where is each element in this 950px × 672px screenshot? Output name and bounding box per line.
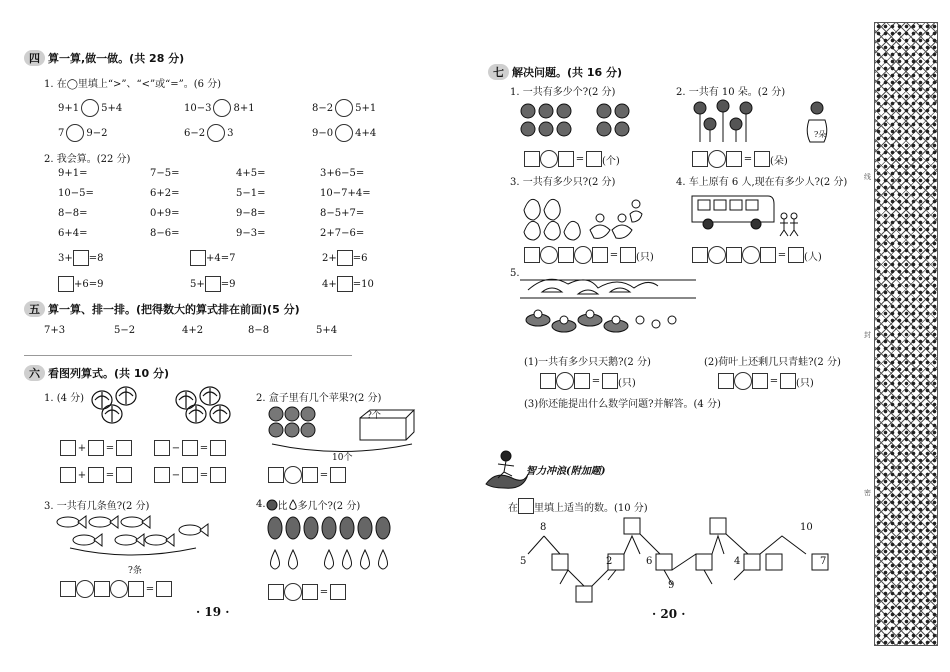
calc-item: 8−8= xyxy=(58,208,88,219)
answer-box[interactable] xyxy=(330,467,346,483)
compare-circle[interactable] xyxy=(207,124,225,142)
operator-circle[interactable] xyxy=(284,583,302,601)
section-4-title xyxy=(24,50,184,66)
eq-row-swans: = (只) xyxy=(540,372,636,390)
calc-item: 9+1= xyxy=(58,168,88,179)
compare-right: 4+4 xyxy=(355,127,377,139)
chain-box[interactable] xyxy=(552,554,568,570)
instr-post: 里填上适当的数。(10 分) xyxy=(534,502,648,514)
calc-item: 10−5= xyxy=(58,188,94,199)
s7-q2-text: 2. 一共有 10 朵。(2 分) xyxy=(676,87,786,98)
answer-box[interactable] xyxy=(268,584,284,600)
operator-circle[interactable] xyxy=(76,580,94,598)
unit-label: (人) xyxy=(804,251,822,263)
binding-pattern-strip xyxy=(874,22,938,646)
section-badge: 七 xyxy=(488,64,509,80)
answer-box[interactable] xyxy=(88,467,104,483)
compare-right: 8+1 xyxy=(233,102,255,114)
q4-compare: 比 xyxy=(277,501,288,512)
unit-label: (只) xyxy=(796,377,814,389)
s7-q5a-text: (1)一共有多少只天鹅?(2 分) xyxy=(524,357,651,368)
answer-box[interactable] xyxy=(592,247,608,263)
answer-box[interactable] xyxy=(620,247,636,263)
watermelon-pear-picture xyxy=(266,516,396,576)
chain-number-4: 4 xyxy=(734,556,741,567)
answer-box[interactable] xyxy=(718,373,734,389)
s7-q1-text: 1. 一共有多少个?(2 分) xyxy=(510,87,616,98)
answer-box[interactable] xyxy=(60,467,76,483)
answer-box[interactable] xyxy=(602,373,618,389)
eq-row-1: + = − = xyxy=(60,440,226,456)
s7-q5b-text: (2)荷叶上还剩几只青蛙?(2 分) xyxy=(704,357,841,368)
answer-box[interactable] xyxy=(574,373,590,389)
compare-right: 3 xyxy=(227,127,234,139)
calc-item: 6+4= xyxy=(58,228,88,239)
answer-box[interactable] xyxy=(302,584,318,600)
sort-item: 8−8 xyxy=(248,325,270,336)
compare-item xyxy=(58,99,122,117)
answer-box[interactable] xyxy=(788,247,804,263)
operator-circle[interactable] xyxy=(284,466,302,484)
compare-item xyxy=(58,124,107,142)
s6-q1-text: 1. (4 分) xyxy=(44,393,85,404)
s7-q3-text: 3. 一共有多少只?(2 分) xyxy=(510,177,616,188)
fill-pre: 3+ xyxy=(58,252,73,264)
chain-number-10: 10 xyxy=(800,522,813,533)
answer-box[interactable] xyxy=(116,440,132,456)
answer-box[interactable] xyxy=(760,247,776,263)
chain-number-5: 5 xyxy=(520,556,527,567)
chain-box[interactable] xyxy=(696,554,712,570)
calc-item: 7−5= xyxy=(150,168,180,179)
eq-row-2: + = − = xyxy=(60,467,226,483)
calc-item: 10−7+4= xyxy=(320,188,371,199)
operator-circle[interactable] xyxy=(110,580,128,598)
answer-box[interactable] xyxy=(726,247,742,263)
answer-box[interactable] xyxy=(692,247,708,263)
section-title-text: 看图列算式。(共 10 分) xyxy=(48,367,170,380)
fill-post: =9 xyxy=(220,278,236,290)
page-number-left: · 19 · xyxy=(196,605,230,619)
calc-item: 3+6−5= xyxy=(320,168,365,179)
q4-number: 4. xyxy=(256,499,266,510)
vase-label: ?朵 xyxy=(814,130,827,139)
section-7-title xyxy=(488,64,622,80)
calc-item: 9−3= xyxy=(236,228,266,239)
compare-left: 8−2 xyxy=(312,102,334,114)
answer-box[interactable] xyxy=(73,250,89,266)
eq-row-melon: = xyxy=(268,583,346,601)
surfer-icon xyxy=(484,448,530,490)
chain-number-9: 9 xyxy=(668,580,675,591)
answer-box[interactable] xyxy=(182,467,198,483)
answer-box[interactable] xyxy=(754,151,770,167)
section-title-text: 算一算,做一做。(共 28 分) xyxy=(48,52,185,65)
sort-item: 5+4 xyxy=(316,325,338,336)
answer-box[interactable] xyxy=(558,247,574,263)
chain-box[interactable] xyxy=(744,554,760,570)
s6-q4-text xyxy=(256,497,360,512)
fill-item xyxy=(58,276,103,292)
answer-box[interactable] xyxy=(726,151,742,167)
eq-row-fish: = xyxy=(60,580,172,598)
answer-box[interactable] xyxy=(752,373,768,389)
fish-total-label: ?条 xyxy=(128,566,142,576)
cabbage-picture xyxy=(88,386,248,428)
compare-item xyxy=(312,124,376,142)
s7-q5-text: 5. xyxy=(510,268,520,279)
swans-frogs-picture xyxy=(518,270,700,342)
calc-item: 0+9= xyxy=(150,208,180,219)
bonus-title: 智力冲浪(附加题) xyxy=(526,466,606,477)
operator-circle[interactable] xyxy=(574,246,592,264)
question-2-text: 2. 我会算。(22 分) xyxy=(44,154,131,165)
fill-pre: 5+ xyxy=(190,278,205,290)
eq-row-flower: = (朵) xyxy=(692,150,788,168)
section-badge: 五 xyxy=(24,301,45,317)
answer-box[interactable] xyxy=(558,151,574,167)
answer-box[interactable] xyxy=(60,581,76,597)
eq-row-birds: = (只) xyxy=(524,246,654,264)
fill-post: +4=7 xyxy=(206,252,236,264)
strip-mark-feng: 封 xyxy=(864,331,871,339)
calc-item: 5−1= xyxy=(236,188,266,199)
answer-box[interactable] xyxy=(58,276,74,292)
answer-box[interactable] xyxy=(210,467,226,483)
compare-item xyxy=(184,99,255,117)
page-number-right: · 20 · xyxy=(652,607,686,621)
box-label: ?个 xyxy=(367,411,381,421)
chain-number-2: 2 xyxy=(606,556,613,567)
compare-item xyxy=(312,99,376,117)
compare-left: 9+1 xyxy=(58,102,80,114)
sample-box xyxy=(518,498,534,514)
answer-box[interactable] xyxy=(116,467,132,483)
answer-box[interactable] xyxy=(154,467,170,483)
compare-circle[interactable] xyxy=(81,99,99,117)
apples-box-picture xyxy=(266,404,416,456)
operator-circle[interactable] xyxy=(540,150,558,168)
answer-box[interactable] xyxy=(302,467,318,483)
calc-item: 8−5+7= xyxy=(320,208,365,219)
section-title-text: 解决问题。(共 16 分) xyxy=(512,66,623,79)
compare-circle[interactable] xyxy=(335,99,353,117)
chain-number-6: 6 xyxy=(646,556,653,567)
fish-picture xyxy=(56,514,216,562)
fill-post: =8 xyxy=(88,252,104,264)
operator-circle[interactable] xyxy=(708,150,726,168)
unit-label: (只) xyxy=(636,251,654,263)
calc-item: 8−6= xyxy=(150,228,180,239)
eq-row-bus: = (人) xyxy=(692,246,822,264)
section-badge: 四 xyxy=(24,50,45,66)
strip-mark-mi: 密 xyxy=(864,489,871,497)
operator-circle[interactable] xyxy=(540,246,558,264)
total-label: 10个 xyxy=(332,453,353,463)
answer-box[interactable] xyxy=(190,250,206,266)
fill-pre: 2+ xyxy=(322,252,337,264)
eq-row-apples: = xyxy=(268,466,346,484)
answer-box[interactable] xyxy=(524,247,540,263)
compare-right: 9−2 xyxy=(86,127,108,139)
section-badge: 六 xyxy=(24,365,45,381)
compare-circle[interactable] xyxy=(66,124,84,142)
chain-number-8: 8 xyxy=(540,522,547,533)
number-chain-diagram xyxy=(512,514,842,608)
compare-left: 7 xyxy=(58,127,65,139)
sort-item: 5−2 xyxy=(114,325,136,336)
fill-post: =10 xyxy=(352,278,374,290)
chain-box[interactable] xyxy=(766,554,782,570)
answer-box[interactable] xyxy=(268,467,284,483)
fill-post: =6 xyxy=(352,252,368,264)
calc-item: 9−8= xyxy=(236,208,266,219)
compare-left: 6−2 xyxy=(184,127,206,139)
watermelon-icon xyxy=(266,499,278,511)
chain-box[interactable] xyxy=(710,518,726,534)
chain-box[interactable] xyxy=(656,554,672,570)
bus-picture xyxy=(690,190,800,240)
divider xyxy=(24,355,352,356)
section-5-title xyxy=(24,301,300,317)
calc-item: 4+5= xyxy=(236,168,266,179)
s7-q4-text: 4. 车上原有 6 人,现在有多少人?(2 分) xyxy=(676,177,848,188)
chain-number-7: 7 xyxy=(820,556,827,567)
instr-pre: 在 xyxy=(508,502,518,514)
answer-box[interactable] xyxy=(205,276,221,292)
question-1-text: 1. 在◯里填上“>”、“<”或“=”。(6 分) xyxy=(44,79,222,90)
fill-post: +6=9 xyxy=(74,278,104,290)
answer-box[interactable] xyxy=(586,151,602,167)
tomatoes-picture xyxy=(520,102,640,142)
chain-box[interactable] xyxy=(576,586,592,602)
answer-box[interactable] xyxy=(330,584,346,600)
answer-box[interactable] xyxy=(524,151,540,167)
section-6-title xyxy=(24,365,169,381)
eq-row-tomato: = (个) xyxy=(524,150,620,168)
section-title-text: 算一算、排一排。(把得数大的算式排在前面)(5 分) xyxy=(48,303,300,316)
s7-q5c-text: (3)你还能提出什么数学问题?并解答。(4 分) xyxy=(524,399,721,410)
pear-icon xyxy=(288,499,298,511)
fill-item xyxy=(58,250,104,266)
answer-box[interactable] xyxy=(337,250,353,266)
calc-item: 2+7−6= xyxy=(320,228,365,239)
birds-picture xyxy=(520,190,650,242)
q4-question: 多几个?(2 分) xyxy=(297,501,361,512)
operator-circle[interactable] xyxy=(734,372,752,390)
sort-item: 4+2 xyxy=(182,325,204,336)
compare-right: 5+4 xyxy=(101,102,123,114)
answer-box[interactable] xyxy=(60,440,76,456)
compare-circle[interactable] xyxy=(335,124,353,142)
answer-box[interactable] xyxy=(88,440,104,456)
operator-circle[interactable] xyxy=(708,246,726,264)
answer-box[interactable] xyxy=(128,581,144,597)
operator-circle[interactable] xyxy=(556,372,574,390)
answer-box[interactable] xyxy=(540,373,556,389)
sort-item: 7+3 xyxy=(44,325,66,336)
answer-box[interactable] xyxy=(94,581,110,597)
answer-box[interactable] xyxy=(210,440,226,456)
chain-box[interactable] xyxy=(624,518,640,534)
bonus-instruction xyxy=(508,498,648,514)
answer-box[interactable] xyxy=(337,276,353,292)
fill-item xyxy=(322,276,374,292)
answer-box[interactable] xyxy=(780,373,796,389)
calc-item: 6+2= xyxy=(150,188,180,199)
unit-label: (只) xyxy=(618,377,636,389)
fill-item xyxy=(190,250,235,266)
fill-pre: 4+ xyxy=(322,278,337,290)
fill-item xyxy=(190,276,236,292)
eq-row-frogs: = (只) xyxy=(718,372,814,390)
unit-label: (朵) xyxy=(770,155,788,167)
answer-box[interactable] xyxy=(692,151,708,167)
compare-left: 10−3 xyxy=(184,102,212,114)
s6-q2-text: 2. 盒子里有几个苹果?(2 分) xyxy=(256,393,382,404)
answer-box[interactable] xyxy=(182,440,198,456)
fill-item xyxy=(322,250,368,266)
compare-left: 9−0 xyxy=(312,127,334,139)
strip-mark-xian: 线 xyxy=(864,173,871,181)
answer-box[interactable] xyxy=(154,440,170,456)
s6-q3-text: 3. 一共有几条鱼?(2 分) xyxy=(44,501,150,512)
operator-circle[interactable] xyxy=(742,246,760,264)
compare-item xyxy=(184,124,233,142)
answer-box[interactable] xyxy=(156,581,172,597)
unit-label: (个) xyxy=(602,155,620,167)
compare-circle[interactable] xyxy=(213,99,231,117)
compare-right: 5+1 xyxy=(355,102,377,114)
